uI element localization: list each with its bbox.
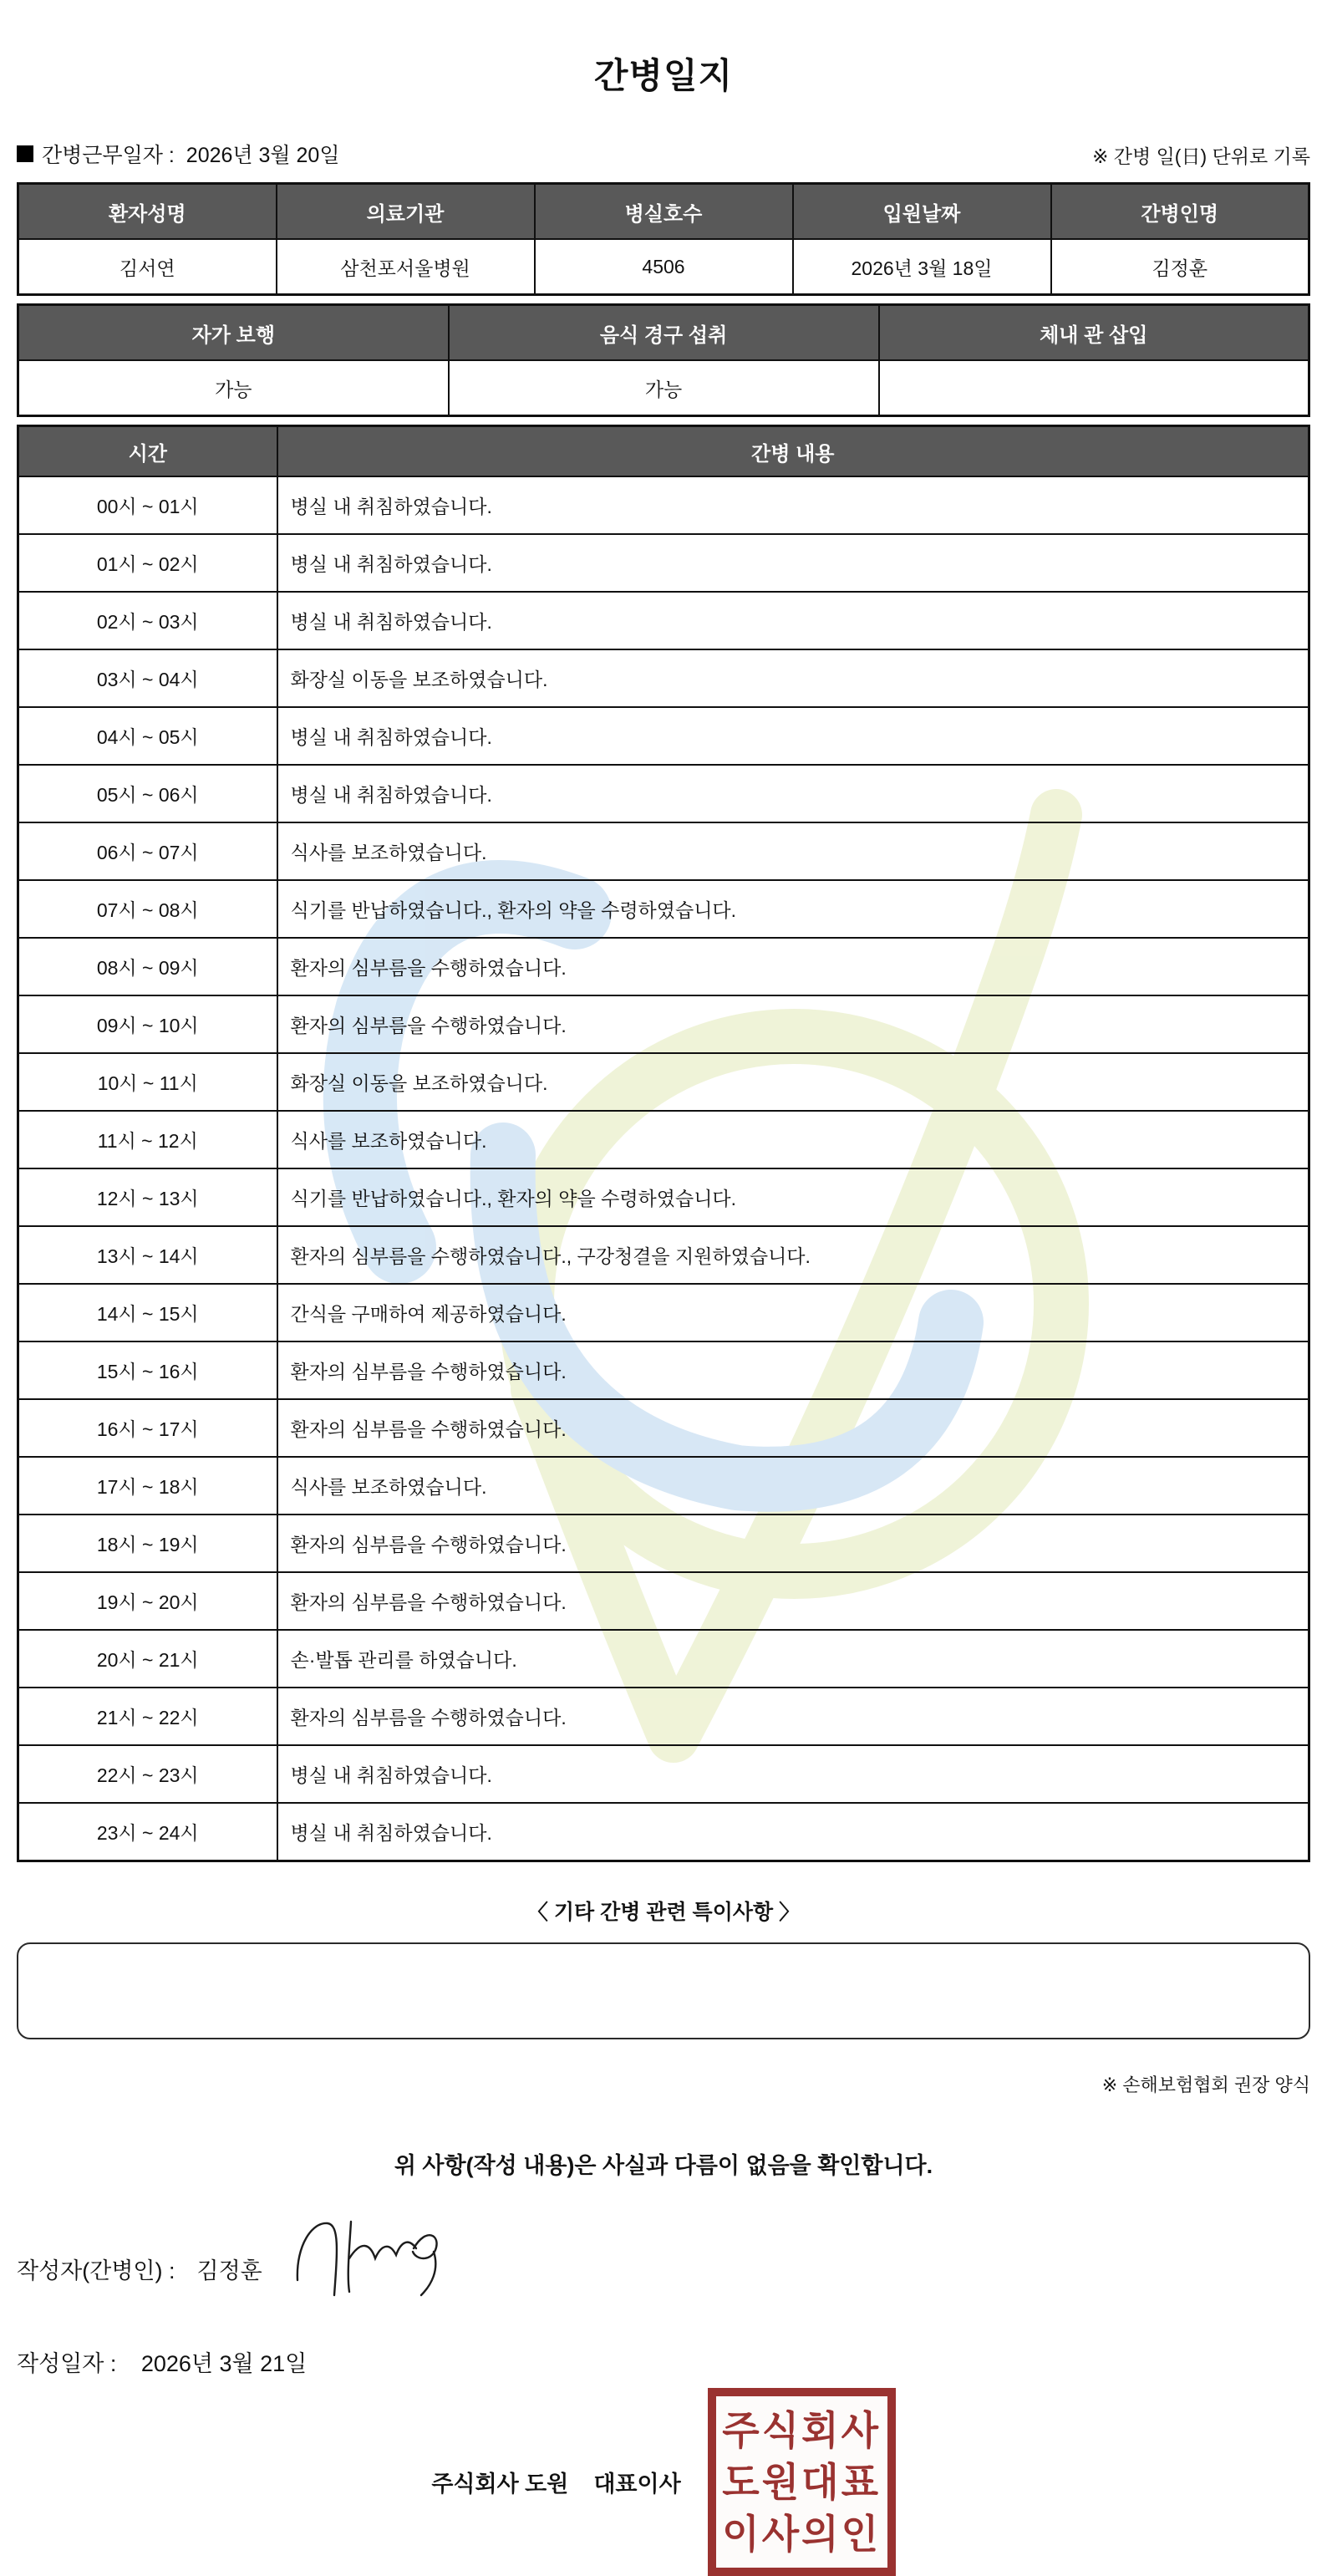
care-log-row xyxy=(18,1515,1309,1572)
care-content-cell: 식기를 반납하였습니다., 환자의 약을 수령하였습니다. xyxy=(277,880,1309,938)
care-content-cell: 식사를 보조하였습니다. xyxy=(277,1457,1309,1515)
care-log-header-row xyxy=(18,426,1309,477)
meta-row xyxy=(17,139,1310,169)
care-time-cell: 12시 ~ 13시 xyxy=(18,1168,277,1226)
care-content-cell: 환자의 심부름을 수행하였습니다., 구강청결을 지원하였습니다. xyxy=(277,1226,1309,1284)
care-content-cell: 병실 내 취침하였습니다. xyxy=(277,765,1309,822)
care-content-cell: 병실 내 취침하였습니다. xyxy=(277,1803,1309,1861)
header-oral-intake: 음식 경구 섭취 xyxy=(449,305,879,361)
value-caregiver-name: 김정훈 xyxy=(1051,239,1309,295)
value-admission-date: 2026년 3월 18일 xyxy=(793,239,1051,295)
care-time-cell: 01시 ~ 02시 xyxy=(18,534,277,592)
status-header-row xyxy=(18,305,1309,361)
care-log-row xyxy=(18,822,1309,880)
handwritten-signature xyxy=(291,2215,445,2299)
patient-info-table xyxy=(17,182,1310,296)
value-self-walking: 가능 xyxy=(18,360,449,416)
written-date-value: 2026년 3월 21일 xyxy=(140,2351,308,2376)
patient-info-header-row xyxy=(18,184,1309,240)
header-medical-institution: 의료기관 xyxy=(277,184,535,240)
care-time-cell: 05시 ~ 06시 xyxy=(18,765,277,822)
care-content-cell: 환자의 심부름을 수행하였습니다. xyxy=(277,1688,1309,1745)
care-time-cell: 15시 ~ 16시 xyxy=(18,1341,277,1399)
care-time-cell: 22시 ~ 23시 xyxy=(18,1745,277,1803)
care-content-cell: 환자의 심부름을 수행하였습니다. xyxy=(277,1399,1309,1457)
care-log-row xyxy=(18,1457,1309,1515)
care-content-cell: 환자의 심부름을 수행하였습니다. xyxy=(277,938,1309,995)
care-time-cell: 20시 ~ 21시 xyxy=(18,1630,277,1688)
company-seal-row xyxy=(17,2388,1310,2576)
care-time-cell: 06시 ~ 07시 xyxy=(18,822,277,880)
care-time-cell: 13시 ~ 14시 xyxy=(18,1226,277,1284)
seal-text-line: 도원대표 xyxy=(722,2459,882,2505)
work-date-value: 2026년 3월 20일 xyxy=(186,144,340,167)
header-care-content: 간병 내용 xyxy=(277,426,1309,477)
seal-text-line: 이사의인 xyxy=(722,2511,882,2557)
care-log-row xyxy=(18,1630,1309,1688)
value-tube-insertion xyxy=(879,360,1309,416)
patient-info-value-row xyxy=(18,239,1309,295)
care-log-row xyxy=(18,1688,1309,1745)
care-log-row xyxy=(18,880,1309,938)
care-content-cell: 병실 내 취침하였습니다. xyxy=(277,707,1309,765)
care-content-cell: 병실 내 취침하였습니다. xyxy=(277,592,1309,649)
care-content-cell: 환자의 심부름을 수행하였습니다. xyxy=(277,1341,1309,1399)
care-time-cell: 08시 ~ 09시 xyxy=(18,938,277,995)
care-log-row xyxy=(18,938,1309,995)
care-content-cell: 식기를 반납하였습니다., 환자의 약을 수령하였습니다. xyxy=(277,1168,1309,1226)
header-caregiver-name: 간병인명 xyxy=(1051,184,1309,240)
writer-label: 작성자(간병인) : xyxy=(17,2258,175,2283)
work-date-label: 간병근무일자 : xyxy=(42,144,175,167)
care-content-cell: 손·발톱 관리를 하였습니다. xyxy=(277,1630,1309,1688)
care-time-cell: 09시 ~ 10시 xyxy=(18,995,277,1053)
header-patient-name: 환자성명 xyxy=(18,184,277,240)
care-time-cell: 19시 ~ 20시 xyxy=(18,1572,277,1630)
care-content-cell: 화장실 이동을 보조하였습니다. xyxy=(277,1053,1309,1111)
care-log-row xyxy=(18,649,1309,707)
written-date-line xyxy=(17,2345,1310,2378)
care-log-row xyxy=(18,1572,1309,1630)
care-time-cell: 11시 ~ 12시 xyxy=(18,1111,277,1168)
care-log-row xyxy=(18,534,1309,592)
header-tube-insertion: 체내 관 삽입 xyxy=(879,305,1309,361)
seal-text-line: 주식회사 xyxy=(722,2407,882,2453)
care-content-cell: 환자의 심부름을 수행하였습니다. xyxy=(277,1515,1309,1572)
value-patient-name: 김서연 xyxy=(18,239,277,295)
care-time-cell: 03시 ~ 04시 xyxy=(18,649,277,707)
special-notes-title: 〈 기타 간병 관련 특이사항 〉 xyxy=(526,1901,801,1924)
care-time-cell: 16시 ~ 17시 xyxy=(18,1399,277,1457)
value-oral-intake: 가능 xyxy=(449,360,879,416)
care-log-row xyxy=(18,1168,1309,1226)
unit-note: ※ 간병 일(日) 단위로 기록 xyxy=(1092,145,1310,167)
care-log-body xyxy=(18,476,1309,1861)
care-content-cell: 병실 내 취침하였습니다. xyxy=(277,534,1309,592)
care-content-cell: 병실 내 취침하였습니다. xyxy=(277,1745,1309,1803)
care-content-cell: 병실 내 취침하였습니다. xyxy=(277,476,1309,534)
care-content-cell: 환자의 심부름을 수행하였습니다. xyxy=(277,1572,1309,1630)
care-log-row xyxy=(18,707,1309,765)
care-time-cell: 04시 ~ 05시 xyxy=(18,707,277,765)
care-content-cell: 간식을 구매하여 제공하였습니다. xyxy=(277,1284,1309,1341)
care-log-row xyxy=(18,1399,1309,1457)
confirmation-statement: 위 사항(작성 내용)은 사실과 다름이 없음을 확인합니다. xyxy=(394,2153,933,2178)
written-date-label: 작성일자 : xyxy=(17,2351,117,2376)
care-log-row xyxy=(18,476,1309,534)
header-time: 시간 xyxy=(18,426,277,477)
care-content-cell: 화장실 이동을 보조하였습니다. xyxy=(277,649,1309,707)
status-value-row xyxy=(18,360,1309,416)
care-log-row xyxy=(18,1284,1309,1341)
care-time-cell: 17시 ~ 18시 xyxy=(18,1457,277,1515)
square-bullet-icon xyxy=(17,145,33,162)
care-time-cell: 18시 ~ 19시 xyxy=(18,1515,277,1572)
form-recommendation-note: ※ 손해보험협회 권장 양식 xyxy=(1101,2075,1310,2095)
care-time-cell: 21시 ~ 22시 xyxy=(18,1688,277,1745)
header-self-walking: 자가 보행 xyxy=(18,305,449,361)
care-content-cell: 식사를 보조하였습니다. xyxy=(277,1111,1309,1168)
care-time-cell: 07시 ~ 08시 xyxy=(18,880,277,938)
writer-name: 김정훈 xyxy=(196,2258,262,2283)
company-line: 주식회사 도원 대표이사 xyxy=(431,2472,681,2497)
care-time-cell: 10시 ~ 11시 xyxy=(18,1053,277,1111)
work-date-line xyxy=(17,139,339,169)
care-log-row xyxy=(18,765,1309,822)
care-log-row xyxy=(18,1111,1309,1168)
care-log-table xyxy=(17,425,1310,1862)
care-log-row xyxy=(18,1745,1309,1803)
value-room-number: 4506 xyxy=(535,239,793,295)
header-room-number: 병실호수 xyxy=(535,184,793,240)
care-log-row xyxy=(18,1053,1309,1111)
header-admission-date: 입원날짜 xyxy=(793,184,1051,240)
care-time-cell: 23시 ~ 24시 xyxy=(18,1803,277,1861)
care-log-row xyxy=(18,1803,1309,1861)
care-log-row xyxy=(18,995,1309,1053)
page-title: 간병일지 xyxy=(593,56,734,95)
special-notes-box xyxy=(17,1942,1310,2039)
care-log-row xyxy=(18,592,1309,649)
care-time-cell: 00시 ~ 01시 xyxy=(18,476,277,534)
care-content-cell: 식사를 보조하였습니다. xyxy=(277,822,1309,880)
patient-status-table xyxy=(17,303,1310,417)
writer-line xyxy=(17,2227,1310,2310)
care-log-row xyxy=(18,1341,1309,1399)
care-time-cell: 14시 ~ 15시 xyxy=(18,1284,277,1341)
care-log-row xyxy=(18,1226,1309,1284)
corporate-seal-stamp xyxy=(708,2388,896,2576)
care-content-cell: 환자의 심부름을 수행하였습니다. xyxy=(277,995,1309,1053)
value-medical-institution: 삼천포서울병원 xyxy=(277,239,535,295)
care-time-cell: 02시 ~ 03시 xyxy=(18,592,277,649)
